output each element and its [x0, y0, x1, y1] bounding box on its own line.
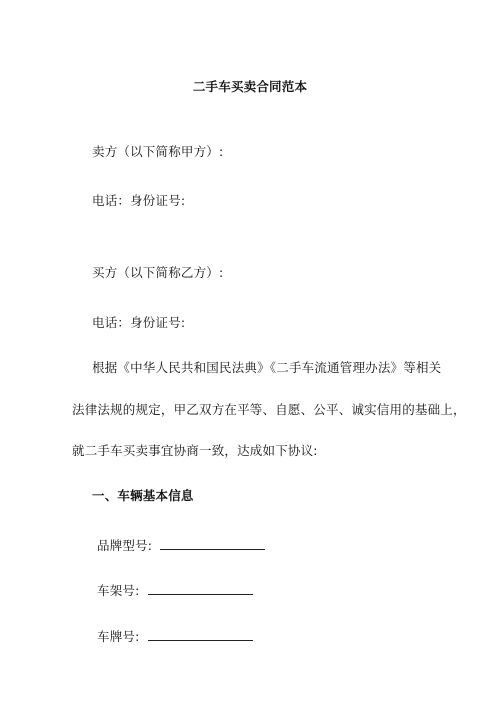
brand-model-row: [97, 537, 265, 554]
brand-model-blank: [160, 537, 265, 550]
seller-contact-line: 电话：身份证号:: [92, 193, 186, 208]
frame-number-row: [97, 582, 253, 599]
buyer-contact-line: 电话：身份证号:: [92, 315, 186, 330]
frame-number-blank: [148, 582, 253, 595]
plate-number-label: 车牌号:: [97, 629, 140, 644]
section-1-heading: 一、车辆基本信息: [92, 488, 194, 503]
intro-paragraph-line-3: 就二手车买卖事宜协商一致，达成如下协议:: [72, 443, 318, 458]
seller-label: 卖方（以下简称甲方）:: [92, 144, 224, 159]
plate-number-row: [97, 628, 253, 645]
document-title: 二手车买卖合同范本: [192, 79, 308, 94]
intro-paragraph-line-1: 根据《中华人民共和国民法典》《二手车流通管理办法》等相关: [92, 360, 442, 375]
intro-paragraph-line-2: 法律法规的规定，甲乙双方在平等、自愿、公平、诚实信用的基础上，: [72, 402, 466, 417]
brand-model-label: 品牌型号:: [97, 538, 153, 553]
frame-number-label: 车架号:: [97, 583, 140, 598]
plate-number-blank: [148, 628, 253, 641]
buyer-label: 买方（以下简称乙方）:: [92, 265, 224, 280]
